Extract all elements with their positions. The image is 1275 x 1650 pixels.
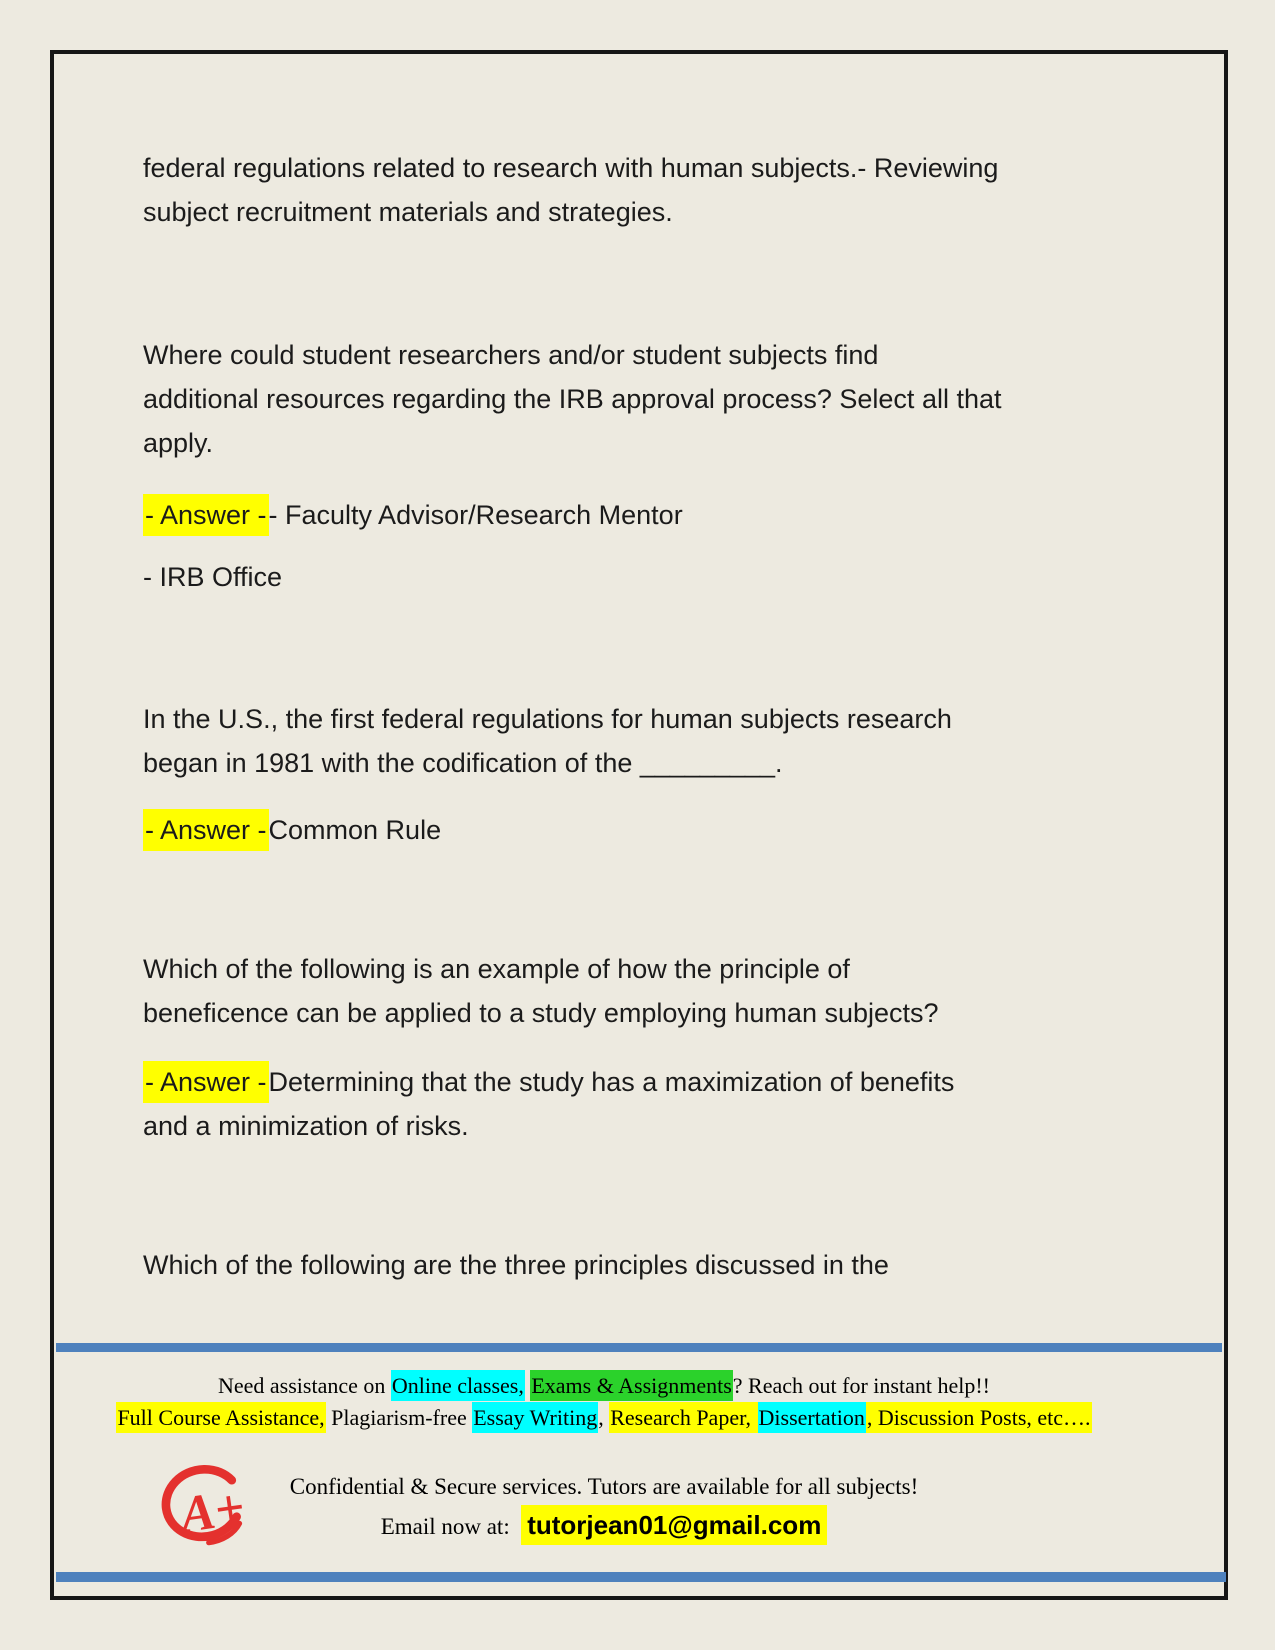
text-segment: Plagiarism-free bbox=[325, 1405, 473, 1430]
text-segment: began in 1981 with the codification of the _________. bbox=[143, 748, 783, 778]
page-border-frame bbox=[50, 50, 1228, 1600]
highlighted-text: - Answer - bbox=[143, 809, 269, 851]
footer-services-line bbox=[54, 1402, 1224, 1434]
text-segment: additional resources regarding the IRB approval process? Select all that bbox=[143, 384, 1002, 414]
logo-a-plus-text: A+ bbox=[176, 1478, 249, 1545]
highlighted-text: - Answer - bbox=[143, 1061, 269, 1103]
highlighted-text: - Answer - bbox=[143, 494, 269, 536]
footer-help-line bbox=[54, 1370, 1224, 1402]
answer-beneficence bbox=[143, 1060, 954, 1148]
text-line bbox=[143, 1104, 954, 1148]
text-line bbox=[143, 991, 939, 1035]
question-irb-resources bbox=[143, 333, 1002, 465]
footer-email-line bbox=[54, 1505, 1224, 1545]
paragraph-recruitment bbox=[143, 146, 998, 234]
text-line bbox=[54, 1402, 1154, 1434]
text-segment: Email now at: bbox=[380, 1514, 522, 1539]
text-line bbox=[143, 421, 1002, 465]
text-line bbox=[143, 190, 998, 234]
highlighted-text: Exams & Assignments bbox=[530, 1370, 732, 1401]
text-segment: subject recruitment materials and strategies. bbox=[143, 197, 673, 227]
text-line bbox=[143, 333, 1002, 377]
text-line bbox=[143, 808, 441, 852]
question-beneficence bbox=[143, 947, 939, 1035]
highlighted-text: Online classes, bbox=[391, 1370, 525, 1401]
text-line bbox=[143, 555, 282, 599]
text-line bbox=[143, 1060, 954, 1104]
text-segment: apply. bbox=[143, 428, 214, 458]
text-line bbox=[143, 146, 998, 190]
answer-faculty-advisor bbox=[143, 493, 683, 537]
text-line bbox=[143, 741, 952, 785]
text-line bbox=[143, 493, 683, 537]
highlighted-text: tutorjean01@gmail.com bbox=[521, 1505, 827, 1545]
text-segment: - Faculty Advisor/Research Mentor bbox=[268, 500, 683, 530]
answer-common-rule bbox=[143, 808, 441, 852]
question-common-rule bbox=[143, 697, 952, 785]
text-segment: Determining that the study has a maximization of benefits bbox=[268, 1067, 955, 1097]
text-segment: Need assistance on bbox=[217, 1373, 391, 1398]
divider-line-bottom bbox=[56, 1572, 1226, 1582]
text-line bbox=[143, 697, 952, 741]
highlighted-text: Full Course Assistance, bbox=[116, 1402, 325, 1433]
question-three-principles bbox=[143, 1243, 889, 1287]
text-segment: Which of the following is an example of how the principle of bbox=[143, 954, 850, 984]
text-segment: , bbox=[598, 1405, 610, 1430]
text-segment: - IRB Office bbox=[143, 562, 283, 592]
text-line bbox=[143, 947, 939, 991]
highlighted-text: Dissertation bbox=[758, 1402, 866, 1433]
divider-line-top bbox=[56, 1343, 1222, 1352]
footer-confidential-line bbox=[54, 1471, 1224, 1503]
answer-irb-office bbox=[143, 555, 282, 599]
highlighted-text: , Discussion Posts, etc…. bbox=[866, 1402, 1092, 1433]
text-segment: and a minimization of risks. bbox=[143, 1111, 469, 1141]
text-line bbox=[54, 1370, 1154, 1402]
text-segment: Which of the following are the three principles discussed in the bbox=[143, 1250, 889, 1280]
text-segment: Common Rule bbox=[268, 815, 442, 845]
text-segment: federal regulations related to research with human subjects.- Reviewing bbox=[143, 153, 999, 183]
text-segment: beneficence can be applied to a study employing human subjects? bbox=[143, 998, 939, 1028]
text-segment: In the U.S., the first federal regulations for human subjects research bbox=[143, 704, 952, 734]
text-line bbox=[54, 1471, 1154, 1503]
highlighted-text: Research Paper, bbox=[609, 1402, 757, 1433]
text-line bbox=[143, 1243, 889, 1287]
text-segment: Confidential & Secure services. Tutors are available for all subjects! bbox=[289, 1474, 919, 1499]
text-line bbox=[54, 1505, 1154, 1545]
highlighted-text: Essay Writing bbox=[472, 1402, 598, 1433]
text-segment: ? Reach out for instant help!! bbox=[732, 1373, 990, 1398]
text-line bbox=[143, 377, 1002, 421]
text-segment: Where could student researchers and/or student subjects find bbox=[143, 340, 879, 370]
